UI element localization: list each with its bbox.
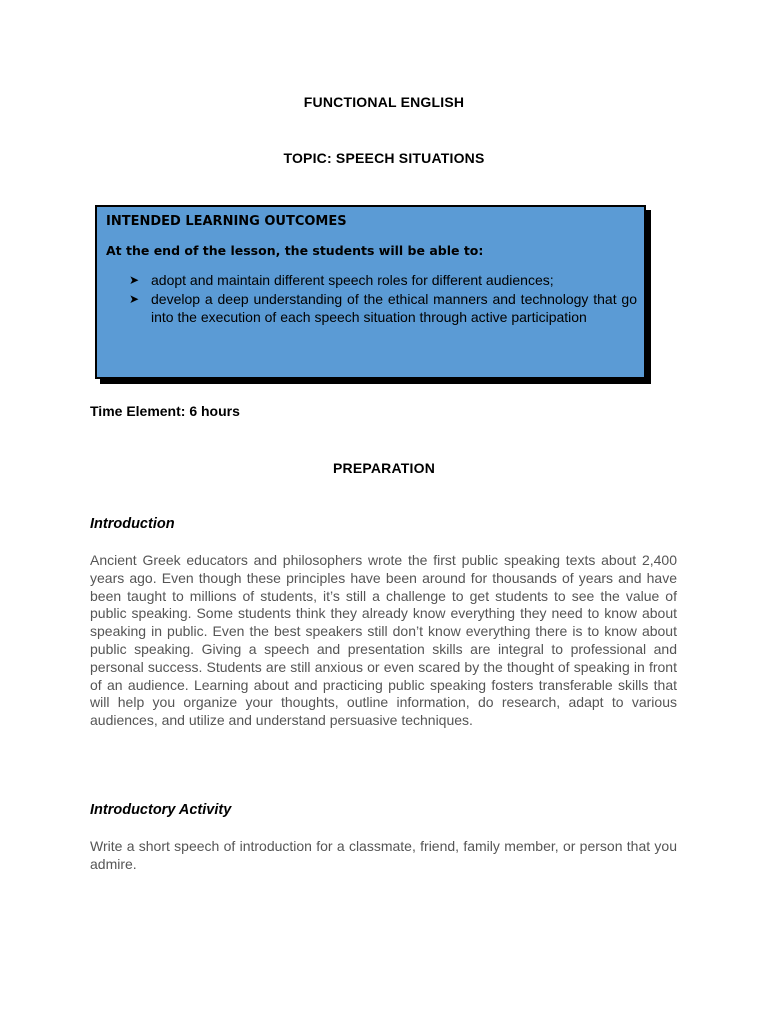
preparation-title: PREPARATION bbox=[332, 460, 436, 476]
outcome-item bbox=[127, 271, 637, 290]
outcomes-list bbox=[127, 271, 637, 327]
outcomes-intro: At the end of the lesson, the students will be able to: bbox=[106, 243, 484, 258]
introductory-activity-heading: Introductory Activity bbox=[90, 802, 232, 818]
time-element: Time Element: 6 hours bbox=[90, 403, 240, 419]
outcomes-heading: INTENDED LEARNING OUTCOMES bbox=[106, 214, 347, 229]
learning-outcomes-box bbox=[95, 205, 646, 379]
outcome-item bbox=[127, 290, 637, 327]
introductory-activity-paragraph: Write a short speech of introduction for a classmate, friend, family member, or person that you admire. bbox=[90, 838, 677, 872]
topic-title: TOPIC: SPEECH SITUATIONS bbox=[283, 150, 485, 166]
arrow-bullet-icon: ➤ bbox=[129, 273, 140, 287]
outcome-text: develop a deep understanding of the ethical manners and technology that go into the execution of each speech situation through active participation bbox=[151, 290, 637, 325]
introduction-paragraph: Ancient Greek educators and philosophers wrote the first public speaking texts about 2,400 years ago. Even though these principles have been around for thousands of years and have been taught to millions of students, it’s still a challenge to get students to see the value of public speaking. Some students think they already know everything they need to know about speaking in public. Even the best speakers still don’t know everything there is to know about public speaking. Giving a speech and presentation skills are integral to professional and personal success. Students are still anxious or even scared by the thought of speaking in front of an audience. Learning about and practicing public speaking fosters transferable skills that will help you organize your thoughts, outline information, do research, adapt to various audiences, and utilize and understand persuasive techniques. bbox=[90, 552, 677, 729]
outcome-text: adopt and maintain different speech roles for different audiences; bbox=[151, 272, 554, 288]
document-title: FUNCTIONAL ENGLISH bbox=[303, 94, 465, 110]
introduction-heading: Introduction bbox=[90, 516, 175, 532]
arrow-bullet-icon: ➤ bbox=[129, 291, 140, 306]
